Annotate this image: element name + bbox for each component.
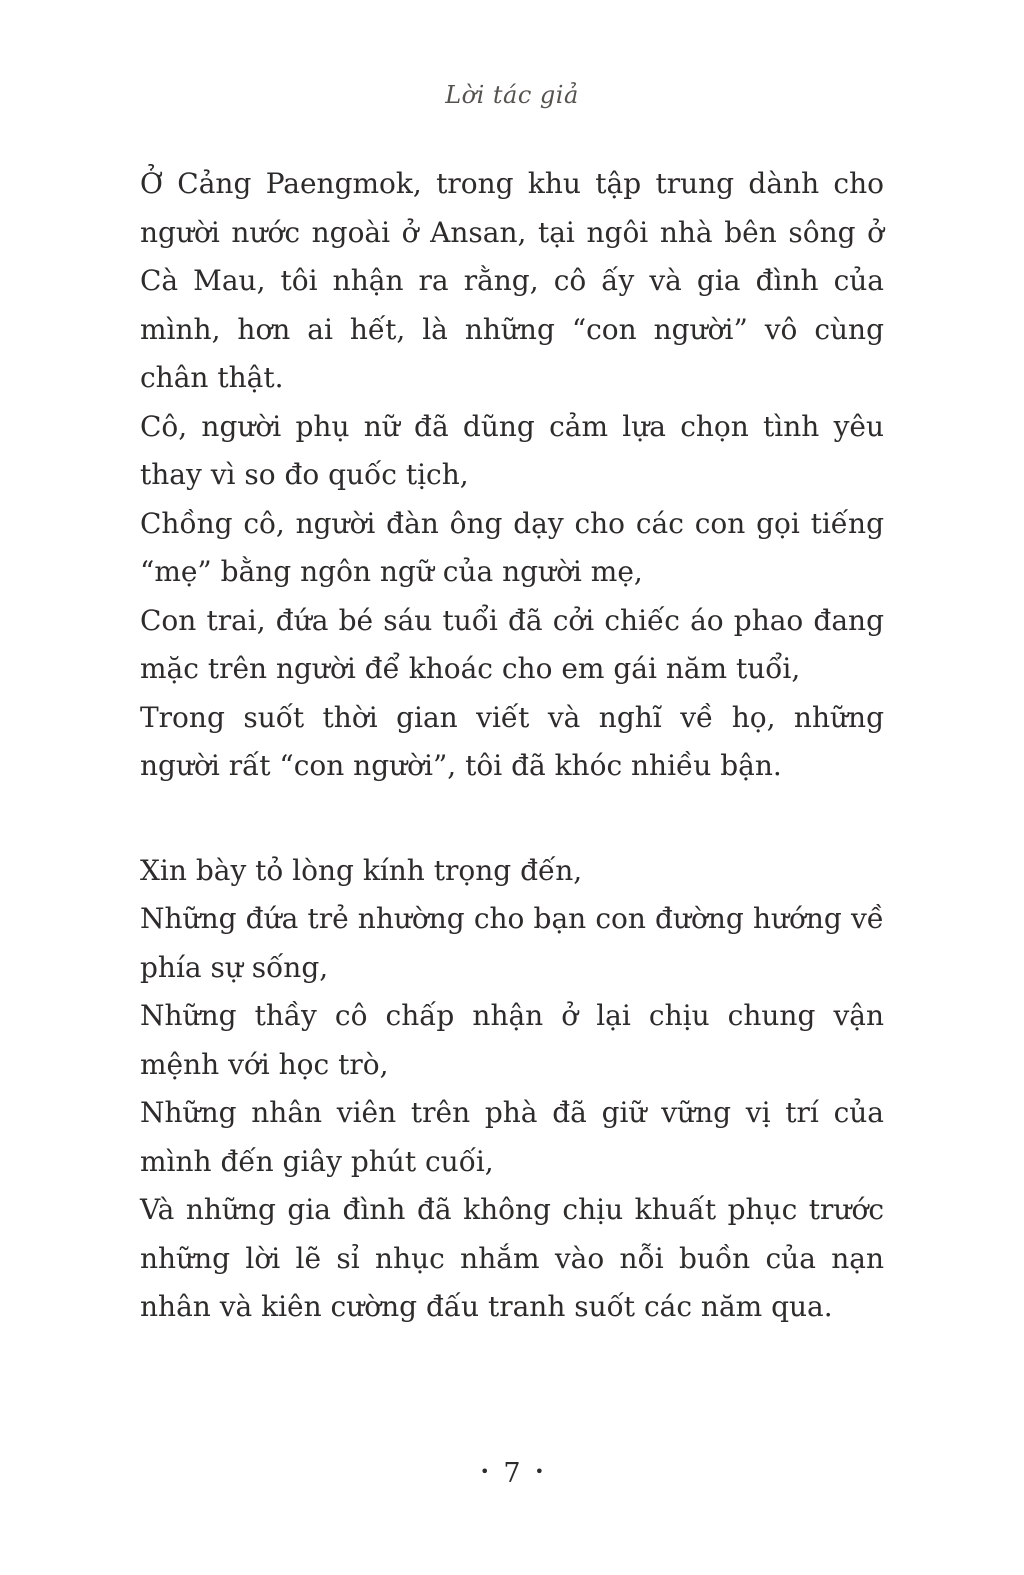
page-number-bullet-right: • — [534, 1462, 545, 1481]
paragraph: Những đứa trẻ nhường cho bạn con đường hướng về phía sự sống, — [140, 902, 884, 984]
running-head: Lời tác giả — [445, 81, 579, 109]
stanza-gap — [140, 791, 884, 847]
paragraph: Xin bày tỏ lòng kính trọng đến, — [140, 853, 583, 887]
page-number-bullet-left: • — [479, 1462, 490, 1481]
page-number — [0, 1458, 1024, 1493]
body-text — [140, 160, 884, 1332]
paragraph: Chồng cô, người đàn ông dạy cho các con gọi tiếng “mẹ” bằng ngôn ngữ của người mẹ, — [140, 506, 884, 588]
paragraph: Những thầy cô chấp nhận ở lại chịu chung vận mệnh với học trò, — [140, 999, 884, 1081]
paragraph: Ở Cảng Paengmok, trong khu tập trung dành cho người nước ngoài ở Ansan, tại ngôi nhà bên sông ở Cà Mau, tôi nhận ra rằng, cô ấy và gia đình của mình, hơn ai hết, là những “con người” vô cùng chân thật. — [140, 167, 884, 394]
paragraph: Và những gia đình đã không chịu khuất phục trước những lời lẽ sỉ nhục nhắm vào nỗi buồn của nạn nhân và kiên cường đấu tranh suốt các năm qua. — [140, 1193, 884, 1323]
paragraph: Cô, người phụ nữ đã dũng cảm lựa chọn tình yêu thay vì so đo quốc tịch, — [140, 409, 884, 491]
page-number-value: 7 — [503, 1458, 521, 1489]
paragraph: Trong suốt thời gian viết và nghĩ về họ, những người rất “con người”, tôi đã khóc nhiều bận. — [140, 700, 884, 782]
paragraph: Những nhân viên trên phà đã giữ vững vị trí của mình đến giây phút cuối, — [140, 1096, 884, 1178]
paragraph: Con trai, đứa bé sáu tuổi đã cởi chiếc áo phao đang mặc trên người để khoác cho em gái năm tuổi, — [140, 603, 884, 685]
